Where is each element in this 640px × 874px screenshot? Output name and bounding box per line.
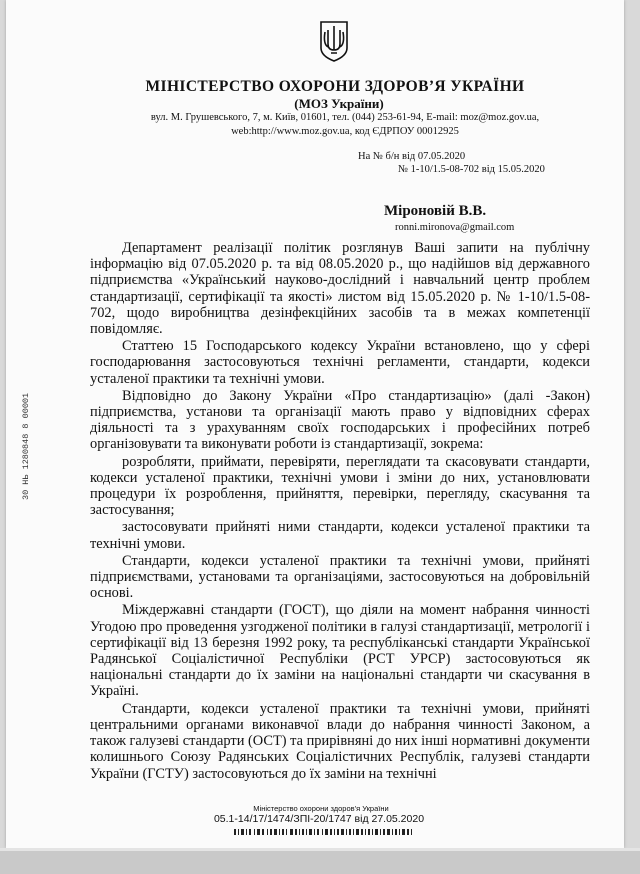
body-list-item: розробляти, приймати, перевіряти, переглядати та скасовувати стандарти, кодекси усталеної практики, технічні умови і зміни до них, установлювати процедури їх розроблення, прийняття, перевірки, перегляду, скасування та застосування; (90, 453, 590, 519)
addressee-name: Мірoновій В.В. (384, 203, 487, 219)
letter-body (90, 240, 590, 783)
ministry-abbreviation: (МОЗ України) (294, 96, 384, 111)
trident-crest-icon (319, 20, 349, 62)
body-paragraph: Відповідно до Закону України «Про стандартизацію» (далі -Закон) підприємства, установи та організації мають право у відповідних сферах діяльності та з урахуванням своїх господарських і професійних потреб організовувати та виконувати роботи із стандартизації, зокрема: (90, 387, 590, 453)
registration-number: 05.1-14/17/1474/ЗПІ-20/1747 від 27.05.2020 (213, 813, 425, 825)
body-paragraph: Департамент реалізації політик розглянув Ваші запити на публічну інформацію від 07.05.2020 р. та від 08.05.2020 р., що надійшов від державного підприємства «Український науково-дослідний і навчальний центр проблем стандартизації, сертифікації та якості» листом від 15.05.2020 р. № 1-10/1.5-08-702, щодо виробництва дезінфекційних засобів та в межах компетенції повідомляє. (90, 240, 590, 338)
body-paragraph: Стандарти, кодекси усталеної практики та технічні умови, прийняті підприємствами, установами та організаціями, застосовуються на добровільній основі. (90, 552, 590, 602)
body-list-item: застосовувати прийняті ними стандарти, кодекси усталеної практики та технічні умови. (90, 519, 590, 552)
reference-incoming: На № б/н від 07.05.2020 (358, 151, 466, 162)
side-stamp-text: 30 НЬ 1280848 8 00001 (21, 392, 31, 500)
document-page (6, 0, 624, 848)
ministry-address: вул. М. Грушевського, 7, м. Київ, 01601, тел. (044) 253-61-94, E-mail: moz@moz.gov.ua, (150, 112, 540, 123)
page-edge (0, 848, 640, 851)
ministry-web-code: web:http://www.moz.gov.ua, код ЄДРПОУ 00012925 (231, 126, 459, 137)
body-paragraph: Статтею 15 Господарського кодексу України встановлено, що у сфері господарювання застосовуються технічні регламенти, стандарти, кодекси усталеної практики та технічні умови. (90, 338, 590, 387)
background-surface (0, 848, 640, 874)
side-barcode-stamp (8, 300, 31, 500)
registration-issuer: Міністерство охорони здоров'я України (253, 804, 389, 813)
body-paragraph: Міждержавні стандарти (ГОСТ), що діяли на момент набрання чинності Угодою про проведення узгодженої політики в галузі стандартизації, метрології і сертифікації від 13 березня 1992 року, та республіканські стандарти Української Радянської Соціалістичної Республіки (РСТ УРСР) застосовуються як національні стандарти до їх заміни на національні стандарти чи скасування в Україні. (90, 602, 590, 700)
barcode-icon (234, 829, 414, 835)
ministry-name: МІНІСТЕРСТВО ОХОРОНИ ЗДОРОВ’Я УКРАЇНИ (145, 78, 525, 95)
reference-outgoing: № 1-10/1.5-08-702 від 15.05.2020 (398, 164, 545, 175)
body-paragraph: Стандарти, кодекси усталеної практики та технічні умови, прийняті центральними органами виконавчої влади до набрання чинності Законом, а також галузеві стандарти (ОСТ) та прирівняні до них інші нормативні документи колишнього Союзу Радянських Соціалістичних Республік, галузеві стандарти України (ГСТУ) застосовуються до їх заміни на технічні (90, 700, 590, 782)
addressee-email: ronni.mironova@gmail.com (395, 222, 515, 233)
